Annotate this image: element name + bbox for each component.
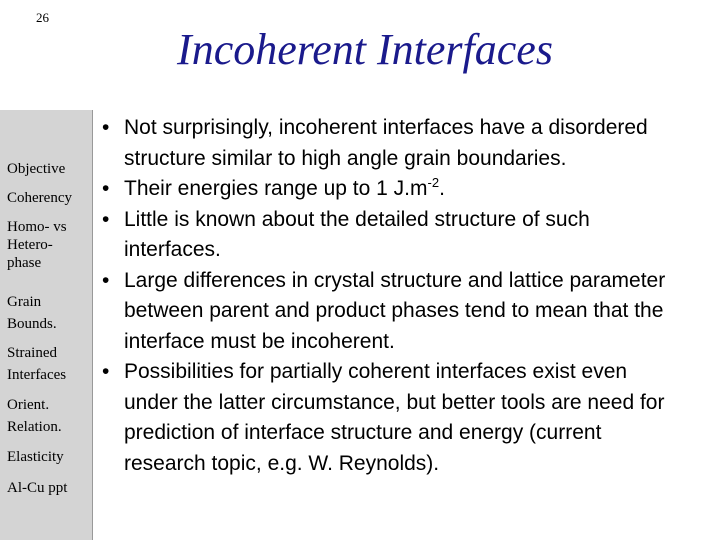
sidebar-item-objective[interactable]: Objective <box>7 161 66 177</box>
bullet-item <box>102 174 682 205</box>
sidebar-item-al-cu-ppt[interactable]: Al-Cu ppt <box>7 480 68 496</box>
sidebar-item-grain-bounds[interactable]: Grain Bounds. <box>7 294 57 332</box>
bullet-text: Their energies range up to 1 J.m <box>124 177 428 200</box>
sidebar-item-elasticity[interactable]: Elasticity <box>7 449 64 465</box>
bullet-text: Little is known about the detailed structure of such interfaces. <box>124 207 590 261</box>
sidebar-item-orient-relation[interactable]: Orient. Relation. <box>7 397 62 435</box>
bullet-item <box>102 357 682 479</box>
sidebar-item-homo-hetero-phase[interactable]: Homo- vs Hetero- phase <box>7 219 67 271</box>
slide-number: 26 <box>36 10 49 25</box>
bullet-superscript: -2 <box>427 175 440 190</box>
slide-title: Incoherent Interfaces <box>177 25 553 74</box>
bullet-dot-icon: • <box>102 360 110 383</box>
bullet-text: Large differences in crystal structure and lattice parameter between parent and product phases tend to mean that the interface must be incoherent. <box>124 268 666 353</box>
bullet-text-end: . <box>439 177 445 200</box>
bullet-dot-icon: • <box>102 177 110 200</box>
bullet-item <box>102 266 682 358</box>
bullet-text: Possibilities for partially coherent interfaces exist even under the latter circumstance, but better tools are need for prediction of interface structure and energy (current research topic, e.g. W. Reynolds). <box>124 360 665 475</box>
sidebar-item-strained-interfaces[interactable]: Strained Interfaces <box>7 345 67 383</box>
sidebar-nav <box>0 110 93 540</box>
bullet-dot-icon: • <box>102 116 110 139</box>
bullet-item <box>102 113 682 174</box>
bullet-text: Not surprisingly, incoherent interfaces have a disordered structure similar to high angle grain boundaries. <box>124 116 648 170</box>
bullet-dot-icon: • <box>102 268 110 292</box>
bullet-dot-icon: • <box>102 207 110 231</box>
sidebar-item-coherency[interactable]: Coherency <box>7 190 72 206</box>
bullet-list <box>102 113 682 479</box>
bullet-item <box>102 205 682 266</box>
